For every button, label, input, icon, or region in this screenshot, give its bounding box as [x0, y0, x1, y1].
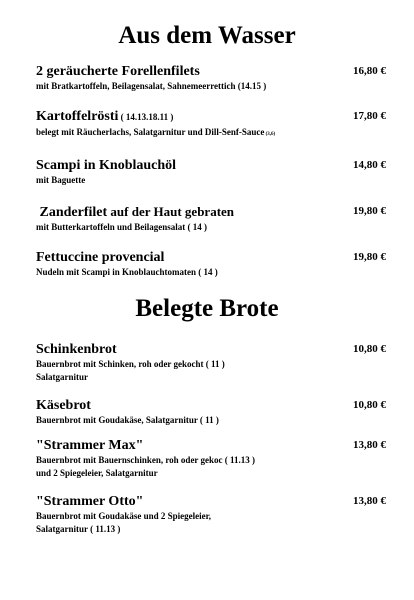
item-name: Käsebrot — [36, 398, 91, 413]
item-name-line — [36, 108, 386, 126]
allergen-ref: (3,6) — [264, 132, 276, 137]
item-name: Zanderfilet — [36, 205, 108, 220]
item-description-line-2: Salatgarnitur — [36, 372, 89, 382]
section-title-belegte-brote: Belegte Brote — [135, 295, 279, 322]
item-name: Scampi in Knoblauchöl — [36, 158, 177, 173]
item-price: 19,80 € — [353, 205, 386, 217]
menu-item-scampi — [36, 157, 386, 187]
item-name: 2 geräucherte Forellenfilets — [36, 64, 200, 79]
item-description: mit Bratkartoffeln, Beilagensalat, Sahnemeerrettich (14.15 ) — [36, 81, 267, 91]
item-name-line — [36, 203, 386, 221]
allergen-ref: ( 14.13.18.11 ) — [118, 112, 174, 122]
item-price: 14,80 € — [353, 159, 386, 171]
item-description: mit Baguette — [36, 175, 86, 185]
item-price: 10,80 € — [353, 343, 386, 355]
menu-item-zanderfilet — [36, 203, 386, 234]
menu-item-strammer-max — [36, 437, 386, 480]
item-description: Bauernbrot mit Goudakäse und 2 Spiegeleier, — [36, 511, 212, 521]
item-name-extra: auf der Haut gebraten — [107, 204, 235, 219]
item-price: 13,80 € — [353, 439, 386, 451]
item-description: mit Butterkartoffeln und Beilagensalat ( 14 ) — [36, 222, 207, 232]
menu-item-strammer-otto — [36, 493, 386, 536]
item-price: 10,80 € — [353, 399, 386, 411]
menu-item-schinkenbrot — [36, 341, 386, 384]
item-price: 16,80 € — [353, 65, 386, 77]
item-description: Nudeln mit Scampi in Knoblauchtomaten ( 14 ) — [36, 267, 218, 277]
item-description: Bauernbrot mit Bauernschinken, roh oder gekoc ( 11.13 ) — [36, 455, 256, 465]
item-name: Fettuccine provencial — [36, 250, 165, 265]
item-name: Schinkenbrot — [36, 342, 117, 357]
section-title-aus-dem-wasser: Aus dem Wasser — [118, 22, 296, 49]
item-description: belegt mit Räucherlachs, Salatgarnitur und Dill-Senf-Sauce — [36, 127, 265, 137]
item-price: 19,80 € — [353, 251, 386, 263]
item-description-line-2: und 2 Spiegeleier, Salatgarnitur — [36, 468, 158, 478]
menu-item-fettuccine — [36, 249, 386, 279]
item-description-line-2: Salatgarnitur ( 11.13 ) — [36, 524, 121, 534]
item-description: Bauernbrot mit Schinken, roh oder gekocht ( 11 ) — [36, 359, 225, 369]
item-price: 17,80 € — [353, 110, 386, 122]
item-price: 13,80 € — [353, 495, 386, 507]
item-description-line — [36, 126, 386, 141]
menu-item-forellenfilets — [36, 63, 386, 93]
menu-item-kartoffelroesti — [36, 108, 386, 141]
menu-item-kaesebrot — [36, 397, 386, 427]
item-name: Kartoffelrösti — [36, 109, 119, 124]
item-name: "Strammer Otto" — [36, 494, 144, 509]
item-name: "Strammer Max" — [36, 438, 144, 453]
item-description: Bauernbrot mit Goudakäse, Salatgarnitur ( 11 ) — [36, 415, 219, 425]
